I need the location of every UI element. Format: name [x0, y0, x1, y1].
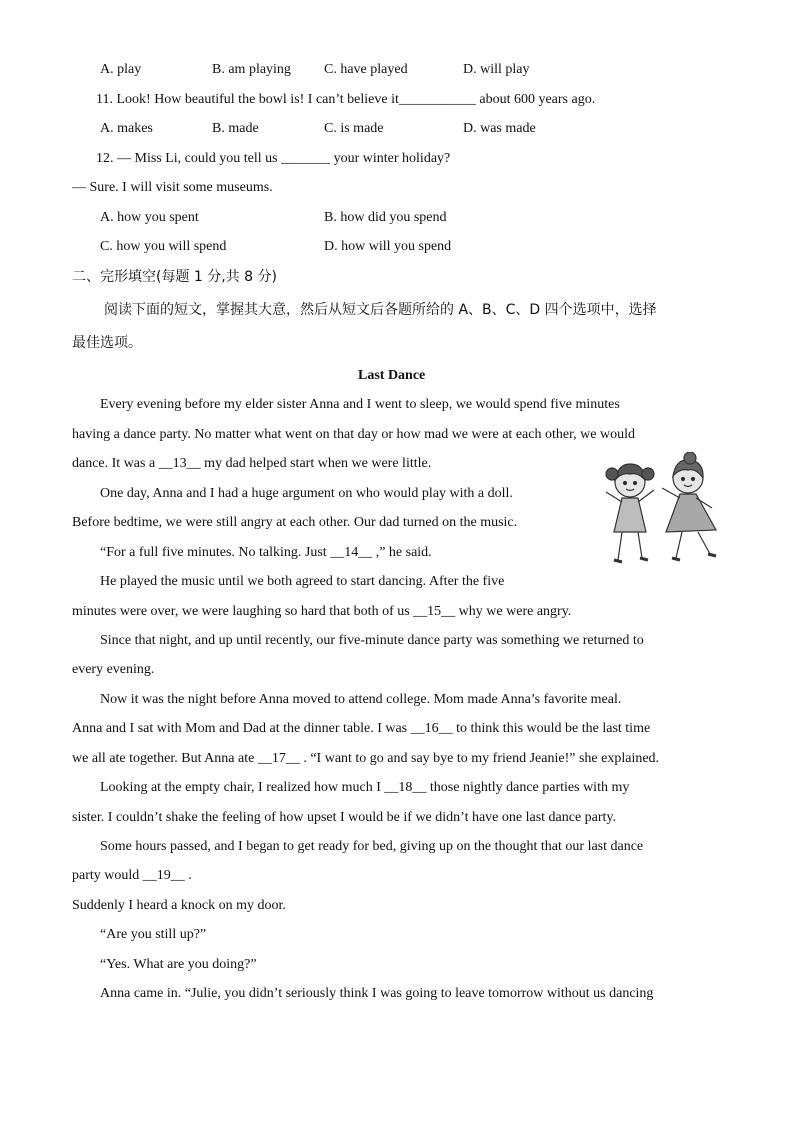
- q10-option-c: C. have played: [324, 62, 408, 77]
- passage-line: Some hours passed, and I began to get ready for bed, giving up on the thought that our last dance: [100, 839, 644, 854]
- passage-line: having a dance party. No matter what went on that day or how mad we were at each other, we would: [72, 427, 635, 442]
- section-heading: 二、完形填空(每题 1 分,共 8 分): [72, 269, 277, 285]
- passage-line: He played the music until we both agreed to start dancing. After the five: [100, 574, 505, 589]
- passage-line: every evening.: [72, 662, 155, 677]
- q11-option-b: B. made: [212, 121, 259, 136]
- passage-line: Every evening before my elder sister Anna and I went to sleep, we would spend five minutes: [100, 397, 620, 412]
- passage-line: Since that night, and up until recently, our five-minute dance party was something we returned to: [100, 633, 644, 648]
- q10-option-d: D. will play: [463, 62, 530, 77]
- passage-line: One day, Anna and I had a huge argument on who would play with a doll.: [100, 486, 513, 501]
- section-instructions-line2: 最佳选项。: [72, 335, 142, 351]
- q12-option-c: C. how you will spend: [100, 239, 227, 254]
- q12-option-d: D. how will you spend: [324, 239, 452, 254]
- passage-line: “Are you still up?”: [100, 927, 207, 942]
- passage-line: minutes were over, we were laughing so hard that both of us __15__ why we were angry.: [72, 604, 572, 619]
- q12-stem: 12. — Miss Li, could you tell us _______ your winter holiday?: [96, 151, 451, 166]
- passage-line: Suddenly I heard a knock on my door.: [72, 898, 286, 913]
- q12-option-a: A. how you spent: [100, 210, 199, 225]
- q12-reply: — Sure. I will visit some museums.: [72, 180, 273, 195]
- passage-line: “Yes. What are you doing?”: [100, 957, 257, 972]
- q10-option-a: A. play: [100, 62, 142, 77]
- passage-line: sister. I couldn’t shake the feeling of how upset I would be if we didn’t have one last dance party.: [72, 810, 617, 825]
- q11-stem: 11. Look! How beautiful the bowl is! I can’t believe it___________ about 600 years ago.: [96, 92, 596, 107]
- passage-line: Anna and I sat with Mom and Dad at the dinner table. I was __16__ to think this would be the last time: [72, 721, 651, 736]
- passage-line: Looking at the empty chair, I realized how much I __18__ those nightly dance parties with my: [100, 780, 630, 795]
- q11-option-d: D. was made: [463, 121, 536, 136]
- passage-title: Last Dance: [358, 368, 426, 383]
- dancing-girls-illustration: [598, 452, 733, 580]
- passage-line: “For a full five minutes. No talking. Just __14__ ,” he said.: [100, 545, 432, 560]
- section-instructions-line1: 阅读下面的短文，掌握其大意，然后从短文后各题所给的 A、B、C、D 四个选项中，选择: [104, 302, 657, 318]
- q10-option-b: B. am playing: [212, 62, 291, 77]
- passage-line: we all ate together. But Anna ate __17__ . “I want to go and say bye to my friend Jeanie!” she explained.: [72, 751, 660, 766]
- passage-line: Now it was the night before Anna moved to attend college. Mom made Anna’s favorite meal.: [100, 692, 622, 707]
- passage-line: party would __19__ .: [72, 868, 192, 883]
- q12-option-b: B. how did you spend: [324, 210, 447, 225]
- q11-option-a: A. makes: [100, 121, 153, 136]
- passage-line: dance. It was a __13__ my dad helped start when we were little.: [72, 456, 432, 471]
- passage-line: Before bedtime, we were still angry at each other. Our dad turned on the music.: [72, 515, 518, 530]
- q11-option-c: C. is made: [324, 121, 384, 136]
- passage-line: Anna came in. “Julie, you didn’t seriously think I was going to leave tomorrow without us dancing: [100, 986, 654, 1001]
